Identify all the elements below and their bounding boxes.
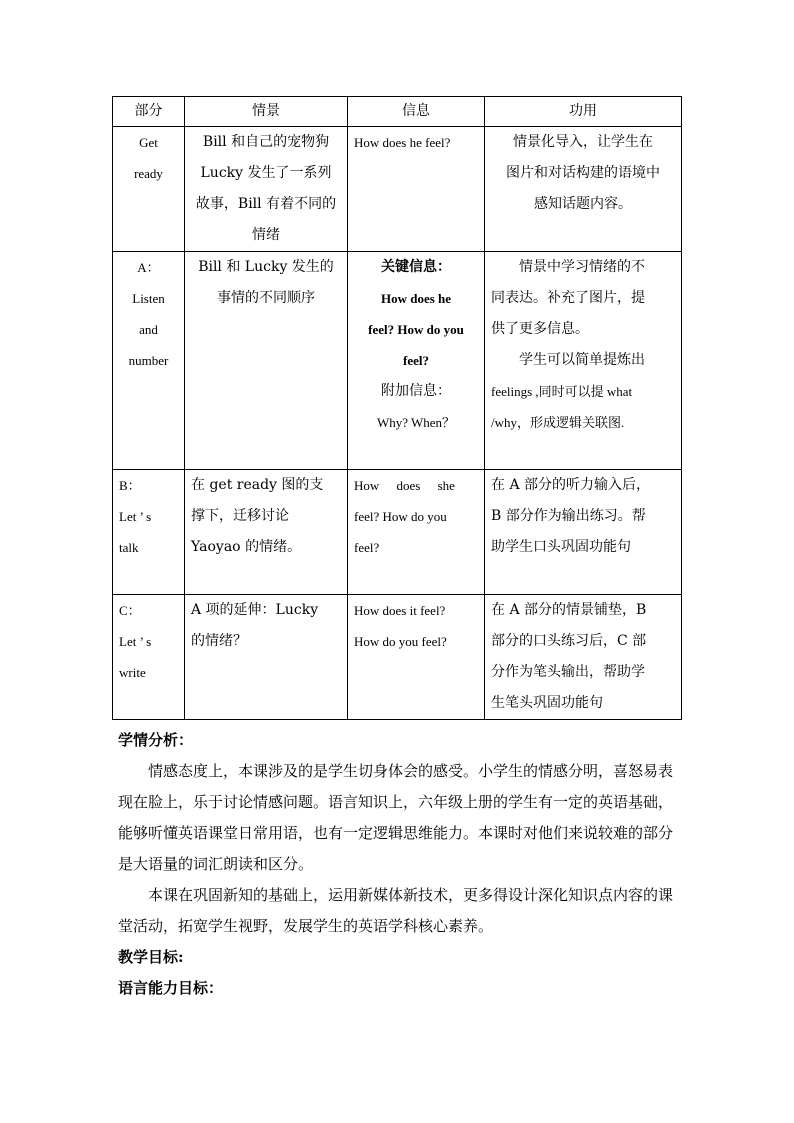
analysis-paragraph-1: 情感态度上，本课涉及的是学生切身体会的感受。小学生的情感分明，喜怒易表现在脸上，乐于讨论情感问题。语言知识上，六年级上册的学生有一定的英语基础，能够听懂英语课堂日常用语，也有一定逻辑思维能力。本课时对他们来说较难的部分是大语量的词汇朗读和区分。 bbox=[118, 762, 674, 873]
part-cell: C： Let ’ s write bbox=[113, 595, 185, 720]
info-cell: How does he feel? bbox=[348, 127, 485, 252]
table-row bbox=[113, 252, 682, 470]
scene-cell: A 项的延伸：Lucky 的情绪？ bbox=[185, 595, 348, 720]
goals-subheading: 语言能力目标： bbox=[118, 979, 224, 997]
extra-info-label: 附加信息： bbox=[381, 383, 451, 399]
info-cell: How does it feel? How do you feel? bbox=[348, 595, 485, 720]
header-info: 信息 bbox=[348, 97, 485, 127]
scene-cell: Bill 和 Lucky 发生的 事情的不同顺序 bbox=[185, 252, 348, 470]
analysis-section bbox=[118, 725, 678, 1004]
part-cell: B： Let ’ s talk bbox=[113, 470, 185, 595]
info-cell: 关键信息： How does he feel? How do you feel? 附加信息： Why? When？ bbox=[348, 252, 485, 470]
analysis-heading: 学情分析： bbox=[118, 731, 194, 749]
part-cell: A： Listen and number bbox=[113, 252, 185, 470]
lesson-table bbox=[112, 96, 682, 720]
info-cell: How does she feel? How do you feel? bbox=[348, 470, 485, 595]
table-row bbox=[113, 127, 682, 252]
use-cell: 在 A 部分的情景铺垫，B 部分的口头练习后，C 部 分作为笔头输出，帮助学 生笔头巩固功能句 bbox=[485, 595, 682, 720]
analysis-paragraph-2: 本课在巩固新知的基础上，运用新媒体新技术，更多得设计深化知识点内容的课堂活动，拓宽学生视野，发展学生的英语学科核心素养。 bbox=[118, 886, 674, 935]
scene-cell: Bill 和自己的宠物狗 Lucky 发生了一系列 故事，Bill 有着不同的 情绪 bbox=[185, 127, 348, 252]
header-use: 功用 bbox=[485, 97, 682, 127]
table-row bbox=[113, 595, 682, 720]
table-row bbox=[113, 470, 682, 595]
use-cell: 情景中学习情绪的不 同表达。补充了图片，提 供了更多信息。 学生可以简单提炼出 feelings ,同时可以提 what /why，形成逻辑关联图. bbox=[485, 252, 682, 470]
use-cell: 在 A 部分的听力输入后， B 部分作为输出练习。帮 助学生口头巩固功能句 bbox=[485, 470, 682, 595]
goals-heading: 教学目标: bbox=[118, 948, 184, 966]
scene-cell: 在 get ready 图的支 撑下，迁移讨论 Yaoyao 的情绪。 bbox=[185, 470, 348, 595]
header-part: 部分 bbox=[113, 97, 185, 127]
key-info-label: 关键信息： bbox=[381, 259, 451, 275]
header-scene: 情景 bbox=[185, 97, 348, 127]
table-header-row bbox=[113, 97, 682, 127]
use-cell: 情景化导入，让学生在 图片和对话构建的语境中 感知话题内容。 bbox=[485, 127, 682, 252]
part-cell: Get ready bbox=[113, 127, 185, 252]
